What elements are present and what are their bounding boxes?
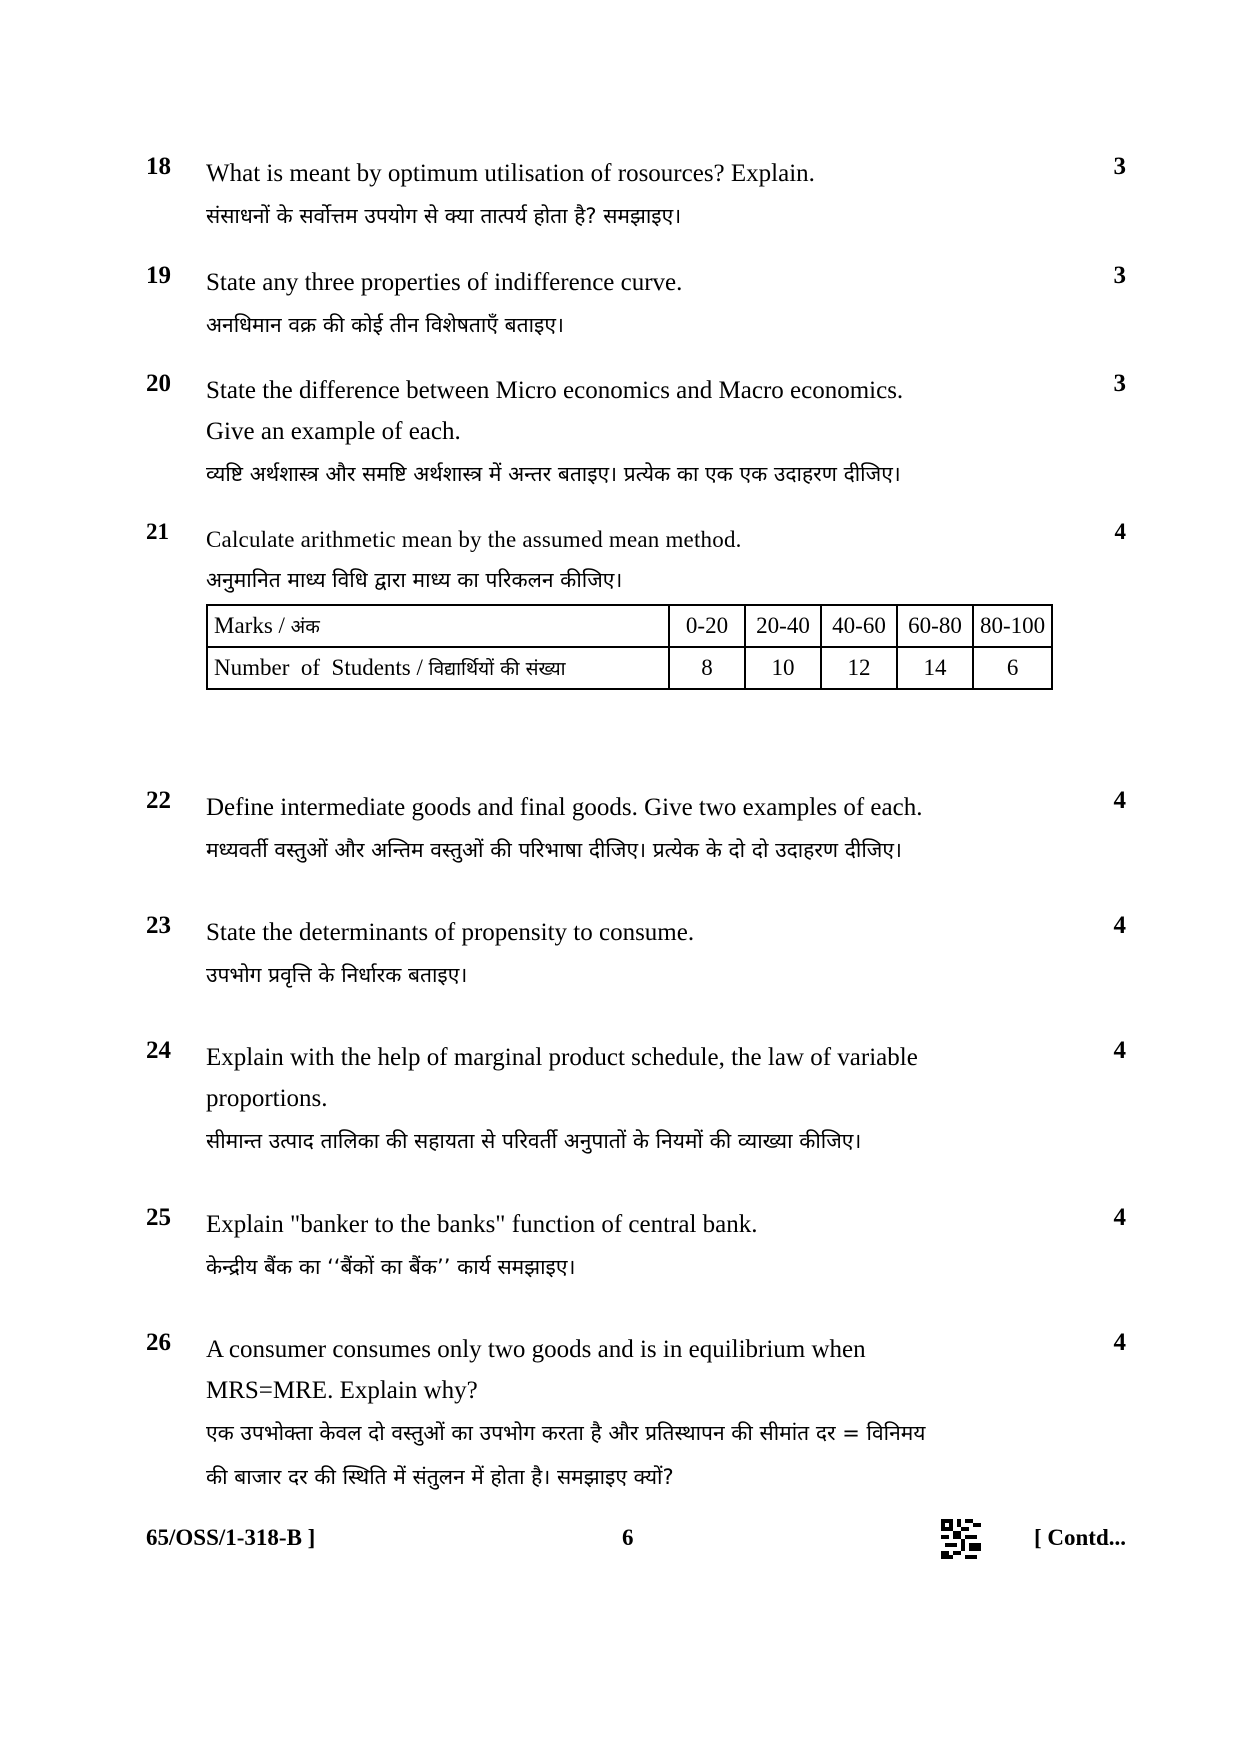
question-marks: 4 [1113, 787, 1126, 814]
question-text-en: A consumer consumes only two goods and is in equilibrium when [206, 1336, 866, 1363]
question-text-hi: मध्यवर्ती वस्तुओं और अन्तिम वस्तुओं की परिभाषा दीजिए। प्रत्येक के दो दो उदाहरण दीजिए। [206, 838, 902, 862]
question-number: 18 [146, 153, 171, 180]
question-text-en: State any three properties of indifference curve. [206, 269, 683, 296]
table-cell: 8 [669, 647, 745, 689]
frequency-table [206, 604, 1053, 690]
question-text-en: Give an example of each. [206, 418, 461, 445]
question-marks: 4 [1113, 1329, 1126, 1356]
question-number: 20 [146, 370, 171, 397]
question-text-en: proportions. [206, 1085, 328, 1112]
question-text-en: Calculate arithmetic mean by the assumed mean method. [206, 527, 742, 552]
question-marks: 4 [1114, 519, 1126, 544]
question-text-hi: एक उपभोक्ता केवल दो वस्तुओं का उपभोग करता है और प्रतिस्थापन की सीमांत दर = विनिमय [206, 1421, 926, 1445]
question-text-en: Explain "banker to the banks" function of central bank. [206, 1211, 758, 1238]
table-row [207, 605, 1052, 647]
table-cell: 12 [821, 647, 897, 689]
question-text-hi: केन्द्रीय बैंक का ‘‘बैंकों का बैंक’’ कार्य समझाइए। [206, 1255, 576, 1279]
question-text-hi: की बाजार दर की स्थिति में संतुलन में होता है। समझाइए क्यों? [206, 1465, 674, 1489]
question-marks: 3 [1113, 262, 1126, 289]
page-number: 6 [622, 1525, 634, 1550]
page-footer [146, 1525, 1126, 1565]
table-row [207, 647, 1052, 689]
table-cell: 60-80 [897, 605, 973, 647]
students-label-hi: विद्यार्थियों की संख्या [428, 658, 566, 680]
question-text-en: MRS=MRE. Explain why? [206, 1377, 478, 1404]
question-text-hi: अनधिमान वक्र की कोई तीन विशेषताएँ बताइए। [206, 313, 564, 337]
question-text-hi: उपभोग प्रवृत्ति के निर्धारक बताइए। [206, 963, 468, 987]
table-cell: 20-40 [745, 605, 821, 647]
students-label: Number of Students / [214, 655, 429, 680]
question-text-en: Explain with the help of marginal product schedule, the law of variable [206, 1044, 918, 1071]
question-number: 24 [146, 1037, 171, 1064]
table-cell: 6 [973, 647, 1052, 689]
table-cell: 80-100 [973, 605, 1052, 647]
question-text-hi: अनुमानित माध्य विधि द्वारा माध्य का परिकलन कीजिए। [206, 568, 623, 592]
table-cell: 0-20 [669, 605, 745, 647]
table-cell: 40-60 [821, 605, 897, 647]
question-number: 19 [146, 262, 171, 289]
marks-label: Marks / [214, 613, 291, 638]
marks-label-hi: अंक [290, 616, 320, 638]
question-marks: 4 [1113, 1204, 1126, 1231]
question-marks: 3 [1113, 370, 1126, 397]
question-text-en: Define intermediate goods and final goods. Give two examples of each. [206, 794, 923, 821]
question-marks: 3 [1113, 153, 1126, 180]
table-cell: 14 [897, 647, 973, 689]
paper-code: 65/OSS/1-318-B ] [146, 1525, 316, 1550]
question-text-en: State the determinants of propensity to consume. [206, 919, 695, 946]
question-number: 25 [146, 1204, 171, 1231]
qr-code-icon [941, 1519, 981, 1559]
continued-label: [ Contd... [1033, 1525, 1126, 1550]
table-row-header [207, 605, 669, 647]
question-number: 21 [146, 519, 169, 544]
question-number: 26 [146, 1329, 171, 1356]
question-text-hi: सीमान्त उत्पाद तालिका की सहायता से परिवर्ती अनुपातों के नियमों की व्याख्या कीजिए। [206, 1129, 862, 1153]
question-number: 22 [146, 787, 171, 814]
question-text-en: State the difference between Micro economics and Macro economics. [206, 377, 904, 404]
question-text-hi: व्यष्टि अर्थशास्त्र और समष्टि अर्थशास्त्र में अन्तर बताइए। प्रत्येक का एक एक उदाहरण दीजिए। [206, 462, 901, 486]
question-text-en: What is meant by optimum utilisation of rosources? Explain. [206, 160, 815, 187]
question-marks: 4 [1113, 912, 1126, 939]
question-number: 23 [146, 912, 171, 939]
table-row-header [207, 647, 669, 689]
table-cell: 10 [745, 647, 821, 689]
question-marks: 4 [1113, 1037, 1126, 1064]
question-text-hi: संसाधनों के सर्वोत्तम उपयोग से क्या तात्पर्य होता है? समझाइए। [206, 204, 682, 228]
